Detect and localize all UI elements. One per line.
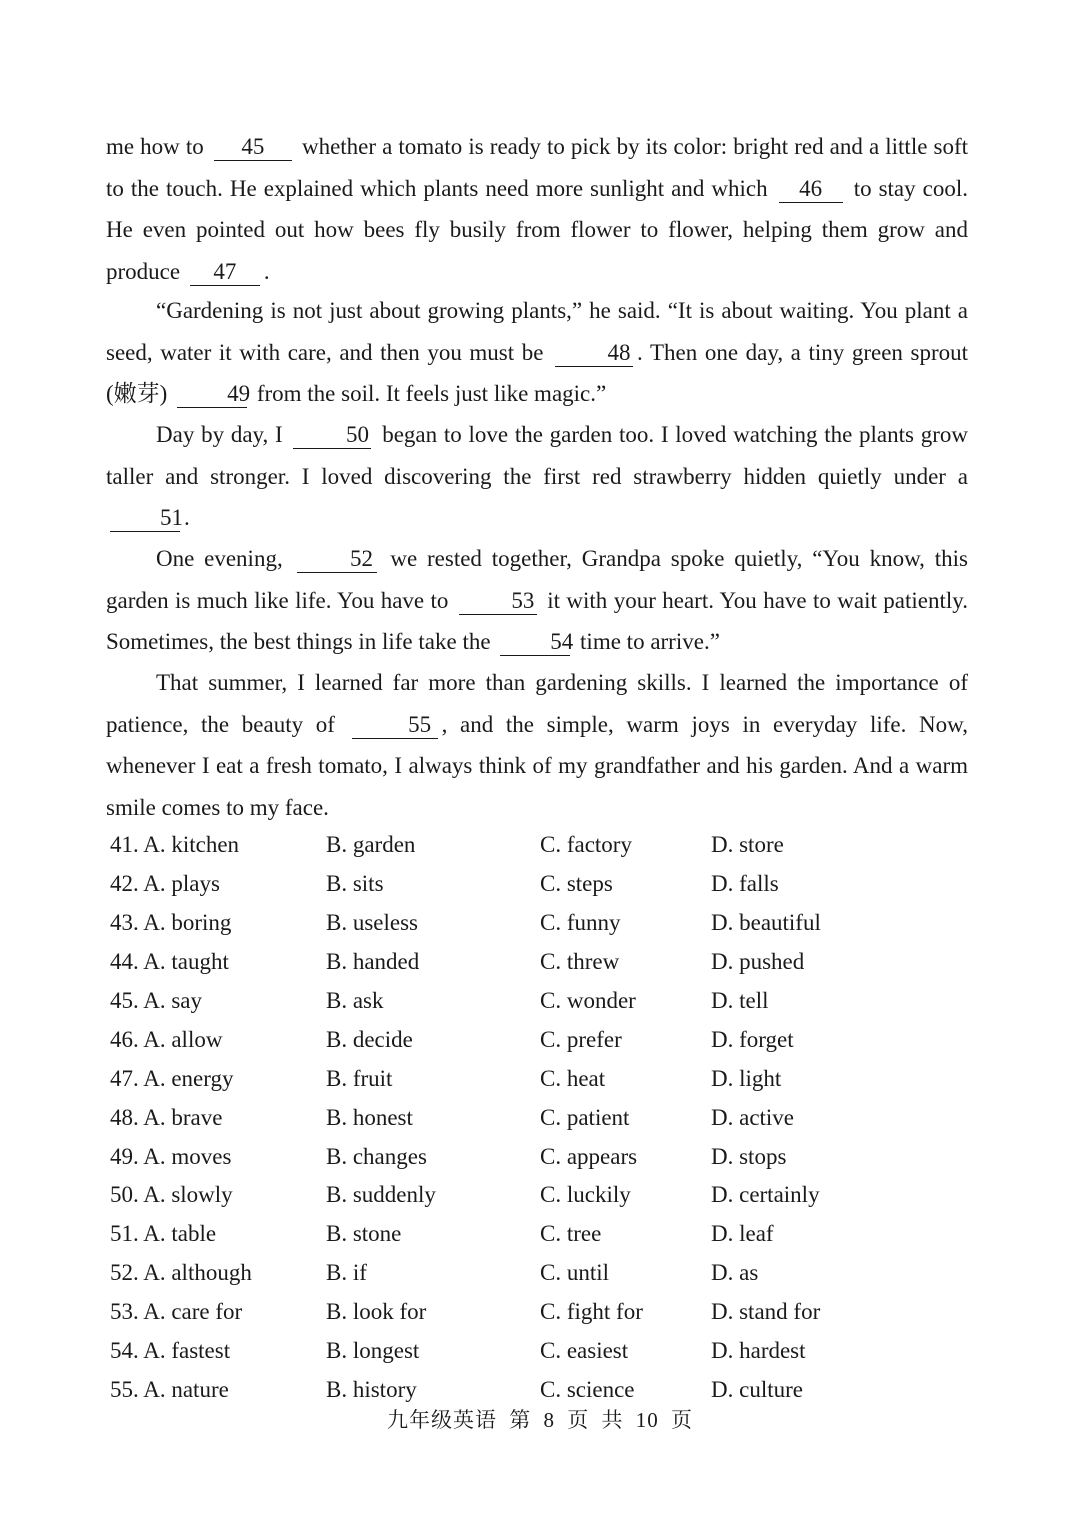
text: from the soil. It feels just like magic.” [256,381,607,406]
option-d: D. store [711,832,784,858]
option-c: C. threw [540,949,620,975]
text: we rested together, Grandpa spoke quietly, “You know, this garden is much like life. You have to [106,546,968,613]
option-row-45 [110,982,870,1021]
option-d: D. active [711,1104,795,1130]
passage-paragraph-1 [106,126,968,292]
option-c: C. tree [540,1221,602,1247]
option-d: D. culture [711,1376,803,1402]
blank-53: 53 [459,588,537,615]
option-a: 43. A. boring [110,910,232,936]
text: whether a tomato is ready to pick by its color: bright red and a little soft to the touch. He explained which plants need more sunlight and which [106,134,969,201]
answer-options [110,826,870,1409]
option-b: B. longest [326,1338,420,1364]
option-row-46 [110,1020,870,1059]
footer-label: 页 [671,1408,693,1432]
option-a: 49. A. moves [110,1143,232,1169]
option-c: C. steps [540,871,613,897]
option-c: C. funny [540,910,621,936]
footer-label: 共 [601,1408,624,1432]
blank-52: 52 [297,546,377,573]
text: to stay cool. He even pointed out how bees fly busily from flower to flower, helping them grow and produce [106,175,969,284]
blank-46: 46 [779,176,843,203]
option-a: 51. A. table [110,1221,217,1247]
text: it with your heart. You have to wait patiently. Sometimes, the best things in life take the [106,587,969,654]
option-d: D. as [711,1260,759,1286]
option-d: D. falls [711,871,779,897]
option-b: B. fruit [326,1065,393,1091]
option-d: D. forget [711,1026,794,1052]
option-a: 53. A. care for [110,1299,243,1325]
blank-50: 50 [293,422,371,449]
option-c: C. fight for [540,1299,643,1325]
option-row-48 [110,1098,870,1137]
text: , and the simple, warm joys in everyday life. Now, whenever I eat a fresh tomato, I always think of my grandfather and his garden. And a warm smile comes to my face. [106,711,968,820]
blank-49: 49 [177,381,247,408]
blank-54: 54 [500,629,570,656]
option-d: D. stops [711,1143,787,1169]
text: That summer, I learned far more than gardening skills. I learned the importance of patience, the beauty of [106,670,968,737]
option-c: C. factory [540,832,632,858]
option-b: B. honest [326,1104,413,1130]
passage-paragraph-3 [106,414,968,539]
option-row-44 [110,943,870,982]
option-a: 54. A. fastest [110,1338,231,1364]
option-a: 46. A. allow [110,1026,223,1052]
option-row-42 [110,865,870,904]
text: . [263,258,270,284]
footer-label: 第 [509,1408,532,1432]
option-b: B. decide [326,1026,413,1052]
footer-subject: 九年级英语 [387,1408,497,1432]
option-b: B. stone [326,1221,402,1247]
option-d: D. leaf [711,1221,774,1247]
option-a: 47. A. energy [110,1065,234,1091]
option-b: B. history [326,1376,417,1402]
option-c: C. easiest [540,1338,629,1364]
text: “Gardening is not just about growing plants,” he said. “It is about waiting. You plant a seed, water it with care, and then you must be [106,298,968,365]
text: Day by day, I [156,422,283,447]
option-d: D. certainly [711,1182,820,1208]
text: . [184,505,190,530]
option-row-41 [110,826,870,865]
text: me how to [106,134,204,159]
option-c: C. patient [540,1104,630,1130]
option-b: B. useless [326,910,418,936]
option-b: B. ask [326,988,384,1013]
option-a: 55. A. nature [110,1376,229,1402]
option-a: 45. A. say [110,988,202,1013]
option-row-52 [110,1254,870,1293]
blank-47: 47 [190,259,260,286]
option-a: 42. A. plays [110,871,220,897]
option-a: 41. A. kitchen [110,832,240,858]
option-d: D. beautiful [711,910,821,936]
option-d: D. light [711,1065,782,1091]
text: time to arrive.” [580,629,720,654]
option-d: D. tell [711,988,769,1013]
option-c: C. until [540,1260,610,1286]
option-b: B. garden [326,832,416,858]
option-row-50 [110,1176,870,1215]
option-c: C. wonder [540,988,636,1013]
footer-total-pages: 10 [635,1408,659,1432]
footer-page-number: 8 [543,1408,555,1432]
option-row-51 [110,1215,870,1254]
option-d: D. pushed [711,949,805,975]
option-row-49 [110,1137,870,1176]
option-c: C. science [540,1376,635,1402]
option-d: D. hardest [711,1338,806,1364]
option-b: B. look for [326,1299,427,1325]
text: One evening, [156,546,283,571]
option-c: C. heat [540,1065,606,1091]
option-b: B. suddenly [326,1182,436,1208]
footer-label: 页 [567,1408,590,1432]
text: began to love the garden too. I loved watching the plants grow taller and stronger. I loved discovering the first red strawberry hidden quietly under a [106,422,968,489]
text: . Then one day, a tiny green sprout (嫩芽) [106,339,968,406]
option-a: 44. A. taught [110,949,229,975]
blank-48: 48 [555,340,633,367]
option-a: 50. A. slowly [110,1182,233,1208]
option-c: C. luckily [540,1182,631,1208]
option-b: B. if [326,1260,367,1286]
option-c: C. prefer [540,1026,622,1052]
option-c: C. appears [540,1143,638,1169]
option-row-53 [110,1293,870,1332]
option-b: B. changes [326,1143,427,1169]
passage-paragraph-2 [106,290,968,415]
page-footer [0,1404,1080,1434]
option-row-47 [110,1059,870,1098]
option-a: 52. A. although [110,1260,252,1286]
option-row-54 [110,1332,870,1371]
blank-55: 55 [352,712,438,739]
option-b: B. handed [326,949,420,975]
blank-51: 51 [110,505,180,532]
passage-paragraph-4 [106,538,968,663]
passage-paragraph-5 [106,662,968,828]
option-d: D. stand for [711,1299,821,1325]
option-a: 48. A. brave [110,1104,223,1130]
blank-45: 45 [214,134,292,161]
option-row-43 [110,904,870,943]
option-b: B. sits [326,871,384,897]
